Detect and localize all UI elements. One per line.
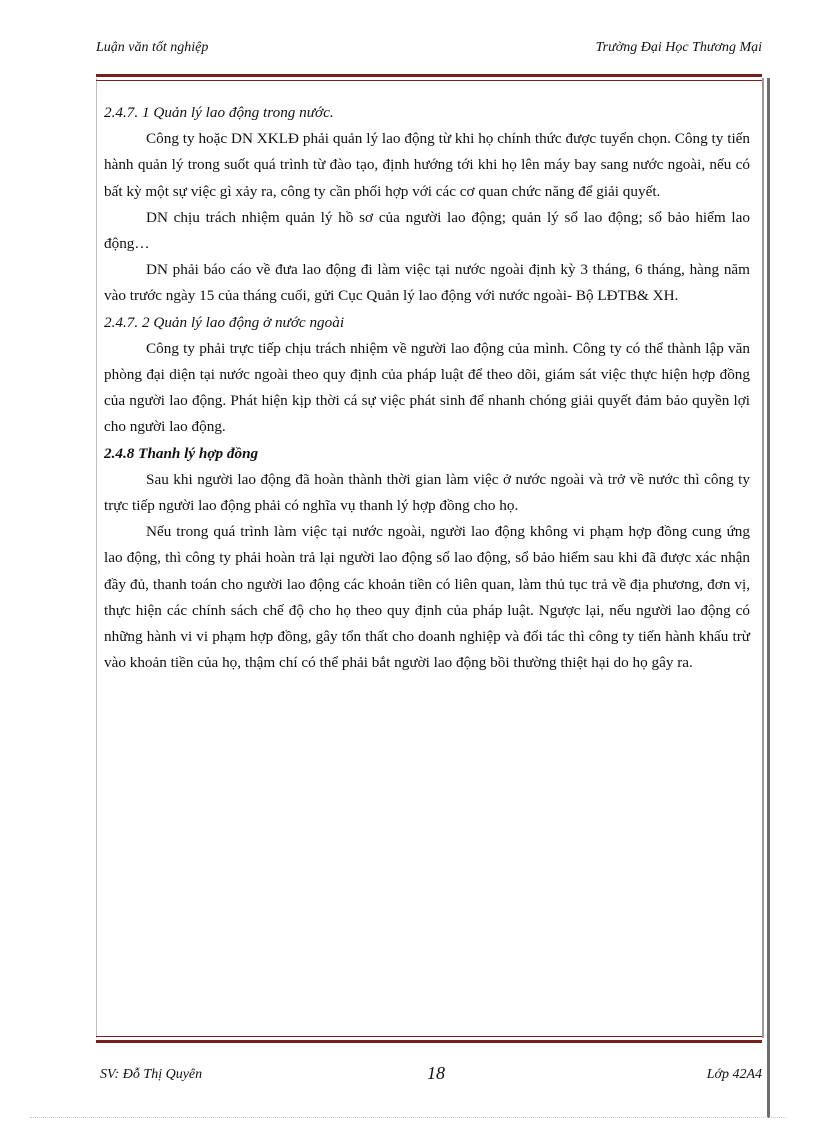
header-university-label: Trường Đại Học Thương Mại xyxy=(595,40,762,55)
footer-class-label: Lớp 42A4 xyxy=(706,1067,762,1082)
page-frame-right xyxy=(762,78,764,1038)
header-rule-thin xyxy=(96,80,762,81)
page-shadow-right xyxy=(767,78,770,1118)
header-thesis-label: Luận văn tốt nghiệp xyxy=(96,40,209,55)
footer-student-name: SV: Đỗ Thị Quyên xyxy=(100,1067,203,1082)
page-header xyxy=(96,40,762,60)
footer-rule-thick xyxy=(96,1040,762,1043)
paragraph: Nếu trong quá trình làm việc tại nước ngoài, người lao động không vi phạm hợp đồng cung ứng lao động, thì công ty phải hoàn trả lại người lao động sổ lao động, sổ bảo hiểm sau khi đã được xác nhận đầy đủ, thanh toán cho người lao động các khoản tiền có liên quan, làm thủ tục trả về địa phương, đơn vị, thực hiện các chính sách chế độ cho họ theo quy định của pháp luật. Ngược lại, nếu người lao động có những hành vi vi phạm hợp đồng, gây tổn thất cho doanh nghiệp và đối tác thì công ty tiến hành khấu trừ vào khoản tiền của họ, thậm chí có thể phải bắt người lao động bồi thường thiệt hại do họ gây ra. xyxy=(104,523,750,672)
footer-rule-thin xyxy=(96,1036,762,1037)
paragraph: DN phải báo cáo về đưa lao động đi làm việc tại nước ngoài định kỳ 3 tháng, 6 tháng, hàng năm vào trước ngày 15 của tháng cuối, gửi Cục Quản lý lao động với nước ngoài- Bộ LĐTB& XH. xyxy=(104,261,750,305)
page-bottom-dotted-line xyxy=(30,1117,786,1118)
page-number: 18 xyxy=(427,1063,445,1083)
header-rule-thick xyxy=(96,74,762,77)
paragraph: Sau khi người lao động đã hoàn thành thời gian làm việc ở nước ngoài và trở về nước thì công ty trực tiếp người lao động phải có nghĩa vụ thanh lý hợp đồng cho họ. xyxy=(104,470,750,515)
page-body xyxy=(104,100,750,676)
page-footer xyxy=(100,1065,762,1089)
page-frame-left xyxy=(96,78,97,1038)
section-heading-248: 2.4.8 Thanh lý hợp đồng xyxy=(104,444,259,462)
paragraph: Công ty phải trực tiếp chịu trách nhiệm về người lao động của mình. Công ty có thể thành lập văn phòng đại diện tại nước ngoài theo quy định của pháp luật để theo dõi, giám sát việc thực hiện hợp đồng của người lao động. Phát hiện kịp thời cá sự việc phát sinh để nhanh chóng giải quyết đảm bảo quyền lợi cho người lao động. xyxy=(104,339,750,436)
section-heading-2472: 2.4.7. 2 Quản lý lao động ở nước ngoài xyxy=(104,313,345,331)
paragraph: Công ty hoặc DN XKLĐ phải quản lý lao động từ khi họ chính thức được tuyển chọn. Công ty tiến hành quản lý trong suốt quá trình từ đào tạo, định hướng tới khi họ lên máy bay sang nước ngoài, nếu có bất kỳ một sự việc gì xảy ra, công ty cần phối hợp với các cơ quan chức năng để giải quyết. xyxy=(104,130,750,200)
paragraph: DN chịu trách nhiệm quản lý hồ sơ của người lao động; quản lý sổ lao động; sổ bảo hiểm lao động… xyxy=(104,208,750,253)
section-heading-2471: 2.4.7. 1 Quản lý lao động trong nước. xyxy=(104,104,334,121)
